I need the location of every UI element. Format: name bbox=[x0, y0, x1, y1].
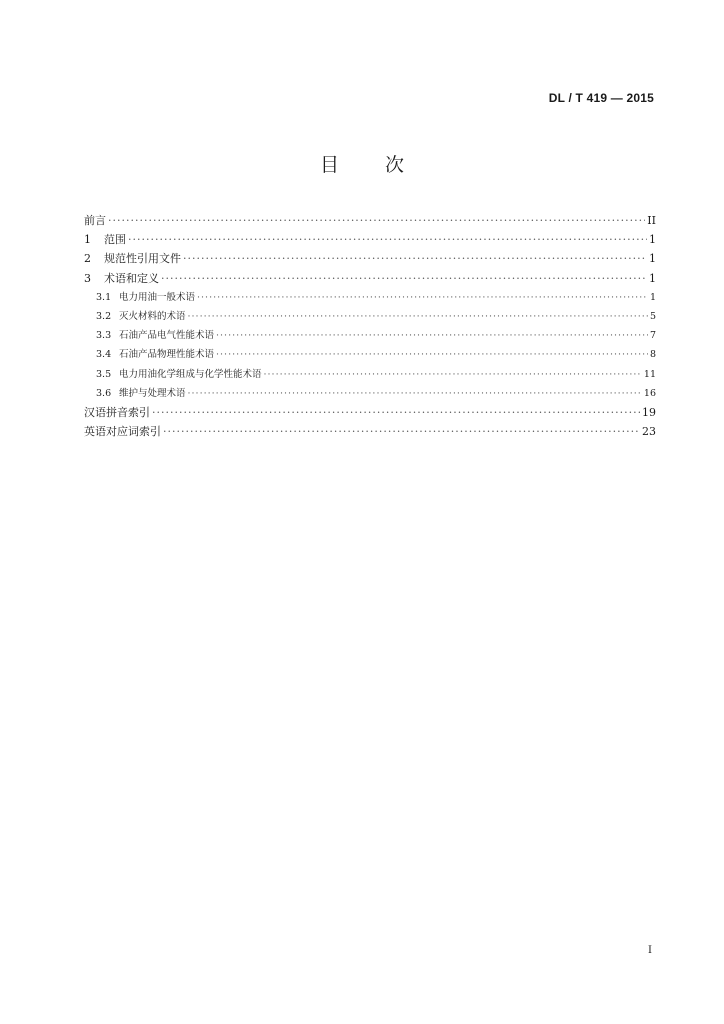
toc-entry-page: 1 bbox=[649, 233, 656, 247]
dot-leader bbox=[188, 307, 648, 326]
dot-leader bbox=[197, 288, 648, 307]
toc-entry-number: 3.1 bbox=[96, 291, 112, 303]
toc-entry-label: 术语和定义 bbox=[104, 271, 159, 285]
toc-entry-number: 2 bbox=[84, 252, 91, 266]
toc-entry-page: 5 bbox=[649, 310, 656, 322]
toc-entry-number: 3.4 bbox=[96, 349, 112, 361]
dot-leader bbox=[216, 326, 648, 345]
toc-entry-page: 7 bbox=[649, 330, 656, 342]
toc-entry-3-4[interactable] bbox=[84, 345, 656, 364]
toc-entry-normative-references[interactable] bbox=[84, 249, 656, 268]
toc-entry-page: 11 bbox=[643, 368, 656, 380]
toc-entry-page: II bbox=[647, 214, 656, 227]
toc-entry-page: 23 bbox=[642, 425, 656, 439]
toc-entry-3-2[interactable] bbox=[84, 307, 656, 326]
toc-entry-label: 英语对应词索引 bbox=[84, 425, 161, 439]
toc-entry-label: 石油产品物理性能术语 bbox=[119, 349, 215, 361]
dot-leader bbox=[128, 230, 647, 249]
toc-entry-label: 灭火材料的术语 bbox=[119, 310, 186, 322]
toc-entry-terms-definitions[interactable] bbox=[84, 269, 656, 288]
page-title: 目次 bbox=[319, 154, 450, 176]
toc-entry-label: 石油产品电气性能术语 bbox=[119, 330, 215, 342]
dot-leader bbox=[161, 269, 647, 288]
table-of-contents bbox=[84, 211, 656, 441]
dot-leader bbox=[188, 384, 642, 403]
toc-entry-label: 规范性引用文件 bbox=[104, 252, 181, 266]
dot-leader bbox=[216, 345, 648, 364]
toc-entry-3-1[interactable] bbox=[84, 288, 656, 307]
toc-entry-label: 汉语拼音索引 bbox=[84, 405, 150, 419]
toc-entry-page: 1 bbox=[649, 252, 656, 266]
toc-entry-3-6[interactable] bbox=[84, 384, 656, 403]
toc-entry-english-index[interactable] bbox=[84, 422, 656, 441]
dot-leader bbox=[163, 422, 640, 441]
toc-entry-number: 3 bbox=[84, 271, 91, 285]
toc-entry-page: 8 bbox=[649, 349, 656, 361]
toc-entry-scope[interactable] bbox=[84, 230, 656, 249]
toc-entry-number: 3.5 bbox=[96, 368, 112, 380]
toc-entry-label: 范围 bbox=[104, 233, 126, 247]
dot-leader bbox=[183, 249, 647, 268]
toc-entry-3-3[interactable] bbox=[84, 326, 656, 345]
toc-entry-label: 电力用油一般术语 bbox=[119, 291, 196, 303]
toc-entry-number: 1 bbox=[84, 233, 91, 247]
toc-entry-page: 1 bbox=[649, 271, 656, 285]
toc-entry-number: 3.2 bbox=[96, 310, 112, 322]
dot-leader bbox=[152, 403, 640, 422]
toc-entry-number: 3.6 bbox=[96, 387, 112, 399]
toc-entry-preface[interactable] bbox=[84, 211, 656, 230]
dot-leader bbox=[108, 211, 645, 230]
toc-entry-label: 维护与处理术语 bbox=[119, 387, 186, 399]
toc-entry-pinyin-index[interactable] bbox=[84, 403, 656, 422]
toc-entry-number: 3.3 bbox=[96, 330, 112, 342]
toc-entry-page: 1 bbox=[649, 291, 656, 303]
page-number: I bbox=[648, 945, 652, 956]
toc-entry-label: 前言 bbox=[84, 214, 106, 227]
dot-leader bbox=[264, 365, 642, 384]
toc-entry-3-5[interactable] bbox=[84, 365, 656, 384]
standard-code: DL / T 419 — 2015 bbox=[548, 91, 654, 105]
toc-entry-label: 电力用油化学组成与化学性能术语 bbox=[119, 368, 262, 380]
toc-entry-page: 16 bbox=[643, 387, 656, 399]
toc-entry-page: 19 bbox=[642, 405, 656, 419]
